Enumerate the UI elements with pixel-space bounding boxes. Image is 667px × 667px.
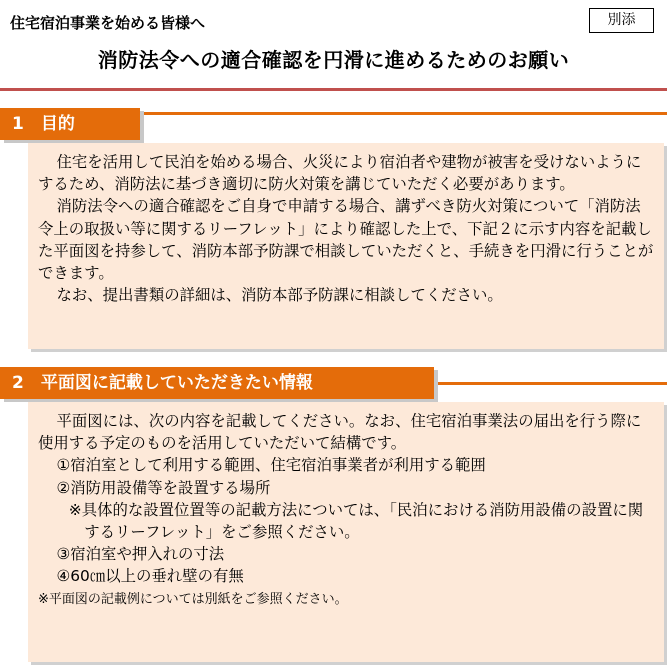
title-rule: [0, 88, 667, 91]
section2-intro: 平面図には、次の内容を記載してください。なお、住宅宿泊事業法の届出を行う際に使用する予定のものを活用していただいて結構です。: [38, 412, 642, 453]
list-item: ④60㎝以上の垂れ壁の有無: [56, 567, 244, 586]
header-intro: 住宅宿泊事業を始める皆様へ: [10, 14, 206, 32]
section1-paragraph: なお、提出書類の詳細は、消防本部予防課に相談してください。: [56, 286, 503, 305]
list-item: ③宿泊室や押入れの寸法: [56, 545, 225, 564]
section1-paragraph: 消防法令への適合確認をご自身で申請する場合、講ずべき防火対策について「消防法令上の取扱い等に関するリーフレット」により確認した上で、下記２に示す内容を記載した平面図を持参して、消防本部予防課で相談していただくと、手続きを円滑に行うことができます。: [38, 197, 654, 283]
section1-box: [28, 143, 664, 349]
annex-label: 別添: [589, 8, 654, 33]
list-item: ①宿泊室として利用する範囲、住宅宿泊事業者が利用する範囲: [56, 456, 486, 475]
section1-paragraph: 住宅を活用して民泊を始める場合、火災により宿泊者や建物が被害を受けないようにするため、消防法に基づき適切に防火対策を講じていただく必要があります。: [38, 153, 642, 194]
section2-heading: 2 平面図に記載していただきたい情報: [0, 367, 434, 399]
list-item: ②消防用設備等を設置する場所: [56, 478, 271, 497]
section1-heading: 1 目的: [0, 108, 140, 140]
list-item-note: ※具体的な設置位置等の記載方法については、「民泊における消防用設備の設置に関するリーフレット」をご参照ください。: [68, 500, 644, 542]
section2-footnote: ※平面図の記載例については別紙をご参照ください。: [38, 591, 348, 607]
page-title: 消防法令への適合確認を円滑に進めるためのお願い: [97, 48, 570, 72]
section2-box: [28, 402, 664, 662]
